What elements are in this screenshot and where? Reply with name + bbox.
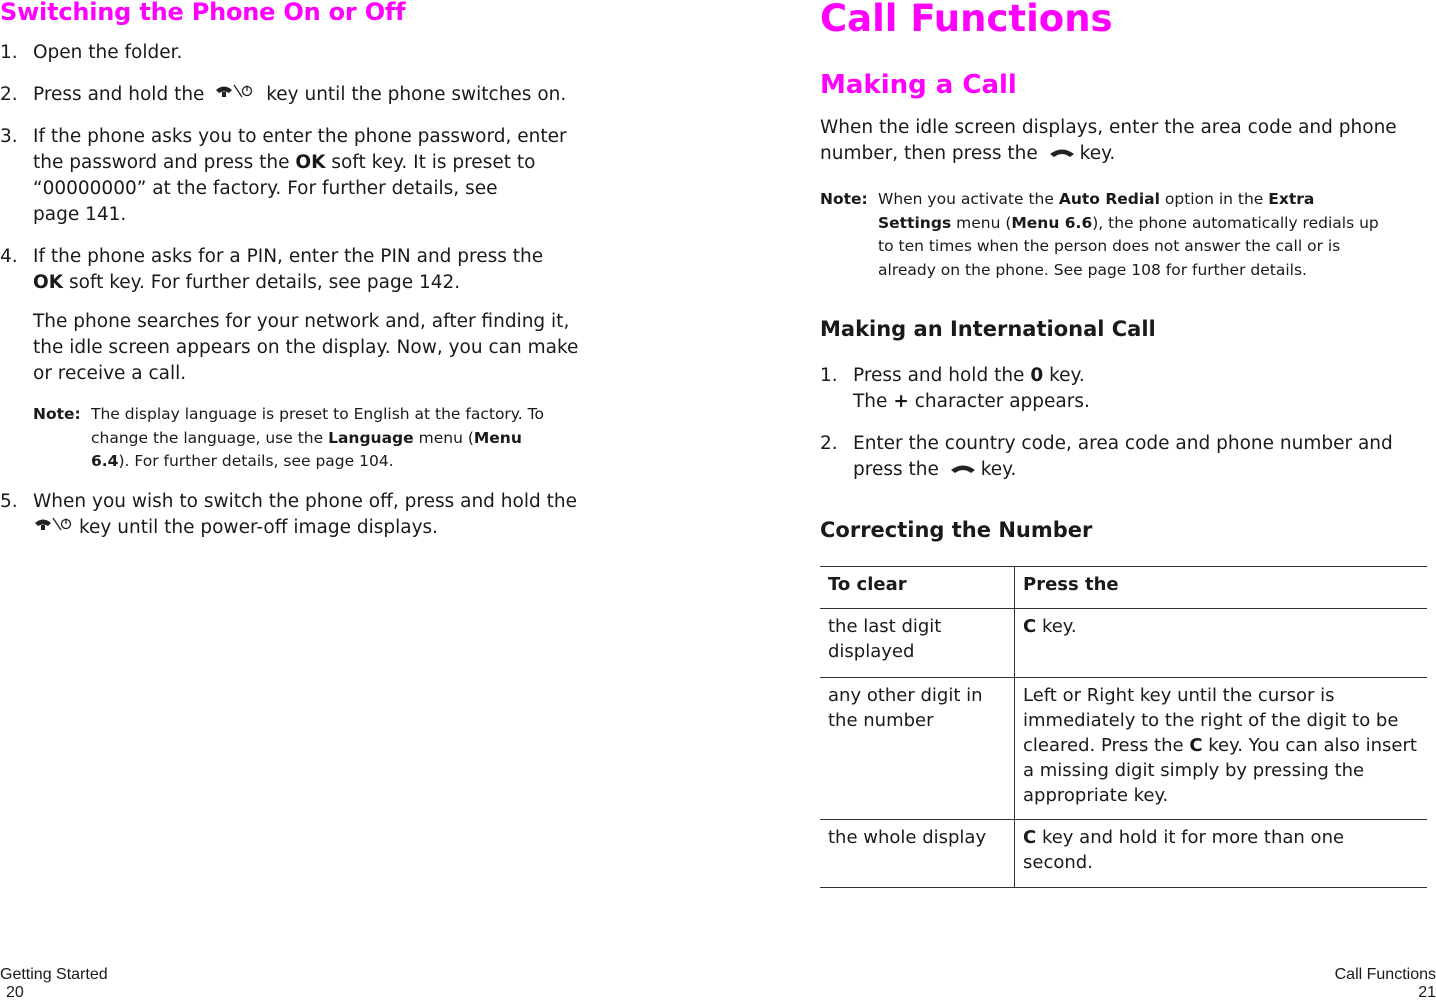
auto-redial-note: Note: When you activate the Auto Redial option in the Extra Settings menu (Menu 6.6), the phone automatically redials up to ten times when the person does not answer the call or is already on the phone. See page 108 for further details. <box>820 190 1379 279</box>
step-4-text: If the phone asks for a PIN, enter the PIN and press the OK soft key. For further details, see page 142. <box>33 246 544 293</box>
table-row <box>820 609 1427 678</box>
table-cell: the whole display <box>820 820 1015 888</box>
correcting-table <box>820 566 1427 888</box>
table-row <box>820 820 1427 888</box>
send-key-icon <box>949 457 977 483</box>
note-label: Note: <box>33 405 81 423</box>
table-cell: any other digit in the number <box>820 678 1015 820</box>
footer-left <box>0 966 108 1002</box>
step-3-number: 3. <box>0 126 18 147</box>
making-call-text: When the idle screen displays, enter the area code and phone number, then press the key. <box>820 115 1397 167</box>
step-3-text: If the phone asks you to enter the phone password, enter the password and press the OK soft key. It is preset to “00000000” at the factory. For further details, see page 141. <box>33 126 567 225</box>
table-cell: C key. <box>1023 616 1077 637</box>
page-number: 20 <box>6 984 24 1001</box>
table-header-row <box>820 567 1427 609</box>
table-cell: Left or Right key until the cursor is immediately to the right of the digit to be cleared. Press the C key. You can also insert a missing digit simply by pressing the appropriate key. <box>1023 685 1417 806</box>
table-header: To clear <box>820 567 1015 609</box>
footer-section-title: Call Functions <box>1334 966 1436 983</box>
send-key-icon <box>1048 141 1076 167</box>
intl-step-1-number: 1. <box>820 365 838 386</box>
language-note: Note: The display language is preset to English at the factory. To change the language, use the Language menu (Menu 6.4). For further details, see page 104. <box>33 405 544 470</box>
international-call-heading: Making an International Call <box>820 317 1156 341</box>
intl-step-2-number: 2. <box>820 433 838 454</box>
intl-step-1-text: Press and hold the 0 key. The + character appears. <box>853 365 1090 412</box>
end-power-key-icon <box>214 82 256 108</box>
table-row <box>820 678 1427 820</box>
note-label: Note: <box>820 190 868 208</box>
right-page-title: Call Functions <box>820 0 1113 40</box>
step-1-text: Open the folder. <box>33 42 183 63</box>
table-cell: C key and hold it for more than one second. <box>1023 827 1345 873</box>
page-number: 21 <box>1418 984 1436 1001</box>
step-5-text: When you wish to switch the phone off, press and hold the key until the power-off image displays. <box>33 489 577 541</box>
step-2-text: Press and hold the key until the phone switches on. <box>33 82 566 108</box>
network-search-paragraph: The phone searches for your network and, after finding it, the idle screen appears on the display. Now, you can make or receive a call. <box>33 311 579 384</box>
step-1-number: 1. <box>0 42 18 63</box>
making-a-call-heading: Making a Call <box>820 70 1017 100</box>
table-header: Press the <box>1023 574 1119 595</box>
step-5-number: 5. <box>0 491 18 512</box>
table-cell: the last digit displayed <box>820 609 1015 678</box>
correcting-number-heading: Correcting the Number <box>820 518 1093 542</box>
step-2-number: 2. <box>0 84 18 105</box>
end-power-key-icon <box>33 515 75 541</box>
step-4-number: 4. <box>0 246 18 267</box>
footer-section-title: Getting Started <box>0 966 108 983</box>
left-page-title: Switching the Phone On or Off <box>0 0 406 26</box>
intl-step-2-text: Enter the country code, area code and phone number and press the key. <box>853 431 1393 483</box>
footer-right <box>1335 966 1436 1002</box>
